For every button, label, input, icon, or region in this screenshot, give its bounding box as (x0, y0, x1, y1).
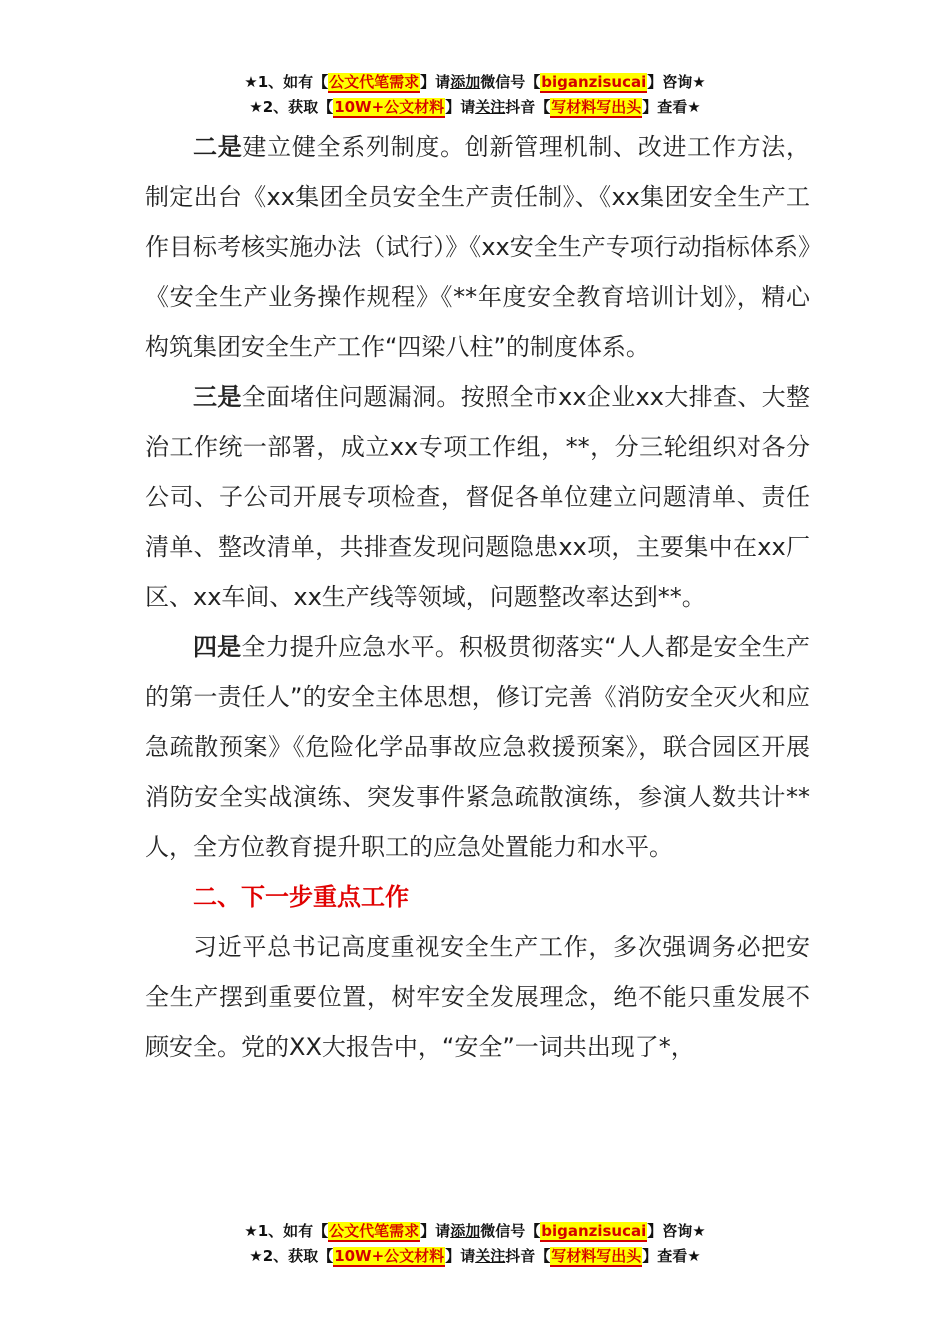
paragraph-2 (145, 122, 810, 372)
promo-text: ★1、如有【 (244, 1222, 329, 1240)
paragraph-text: 习近平总书记高度重视安全生产工作，多次强调务必把安全生产摆到重要位置，树牢安全发展理念，绝不能只重发展不顾安全。党的XX大报告中，“安全”一词共出现了*， (145, 933, 810, 1061)
section-heading: 二、下一步重点工作 (193, 883, 409, 911)
promo-line-1 (0, 1219, 950, 1244)
promo-text: 】请 (445, 1247, 476, 1265)
promo-line-1 (0, 70, 950, 95)
promo-emphasis: 关注 (475, 98, 506, 116)
promo-text: ★2、获取【 (249, 98, 334, 116)
promo-line-2 (0, 95, 950, 120)
promo-text: 】咨询★ (647, 73, 706, 91)
promo-emphasis: 添加 (450, 73, 481, 91)
promo-highlight: 写材料写出头 (551, 1247, 642, 1265)
promo-highlight: biganzisucai (541, 1222, 647, 1240)
paragraph-text: 全面堵住问题漏洞。按照全市xx企业xx大排查、大整治工作统一部署，成立xx专项工作组，**，分三轮组织对各分公司、子公司开展专项检查，督促各单位建立问题清单、责任清单、整改清单，共排查发现问题隐患xx项，主要集中在xx厂区、xx车间、xx生产线等领域，问题整改率达到**。 (145, 383, 811, 611)
promo-text: 抖音【 (505, 98, 551, 116)
promo-text: 】查看★ (642, 98, 701, 116)
promo-highlight: 10W+公文材料 (334, 98, 445, 116)
promo-text: 】咨询★ (647, 1222, 706, 1240)
paragraph-4 (145, 622, 810, 872)
paragraph-5 (145, 922, 810, 1072)
promo-emphasis: 添加 (450, 1222, 481, 1240)
promo-highlight: 公文代笔需求 (329, 1222, 420, 1240)
promo-text: 微信号【 (480, 1222, 541, 1240)
promo-text: 抖音【 (505, 1247, 551, 1265)
paragraph-text: 建立健全系列制度。创新管理机制、改进工作方法，制定出台《xx集团全员安全生产责任制》、《xx集团安全生产工作目标考核实施办法（试行）》《xx安全生产专项行动指标体系》《安全生产业务操作规程》《**年度安全教育培训计划》，精心构筑集团安全生产工作“四梁八柱”的制度体系。 (145, 133, 811, 361)
document-body (145, 122, 810, 1072)
paragraph-3 (145, 372, 810, 622)
promo-text: ★2、获取【 (249, 1247, 334, 1265)
promo-text: 】请 (420, 1222, 451, 1240)
promo-line-2 (0, 1244, 950, 1269)
promo-highlight: 写材料写出头 (551, 98, 642, 116)
paragraph-lead: 二是 (193, 133, 243, 161)
promo-highlight: 公文代笔需求 (329, 73, 420, 91)
promo-highlight: 10W+公文材料 (334, 1247, 445, 1265)
promo-text: 微信号【 (480, 73, 541, 91)
promo-banner-top (0, 70, 950, 120)
paragraph-lead: 三是 (193, 383, 242, 411)
promo-emphasis: 关注 (475, 1247, 506, 1265)
promo-text: 】请 (420, 73, 451, 91)
promo-text: ★1、如有【 (244, 73, 329, 91)
promo-banner-bottom (0, 1219, 950, 1269)
paragraph-text: 全力提升应急水平。积极贯彻落实“人人都是安全生产的第一责任人”的安全主体思想，修订完善《消防安全灭火和应急疏散预案》《危险化学品事故应急救援预案》，联合园区开展消防安全实战演练、突发事件紧急疏散演练，参演人数共计**人，全方位教育提升职工的应急处置能力和水平。 (145, 633, 811, 861)
paragraph-lead: 四是 (193, 633, 242, 661)
promo-text: 】请 (445, 98, 476, 116)
promo-text: 】查看★ (642, 1247, 701, 1265)
promo-highlight: biganzisucai (541, 73, 647, 91)
